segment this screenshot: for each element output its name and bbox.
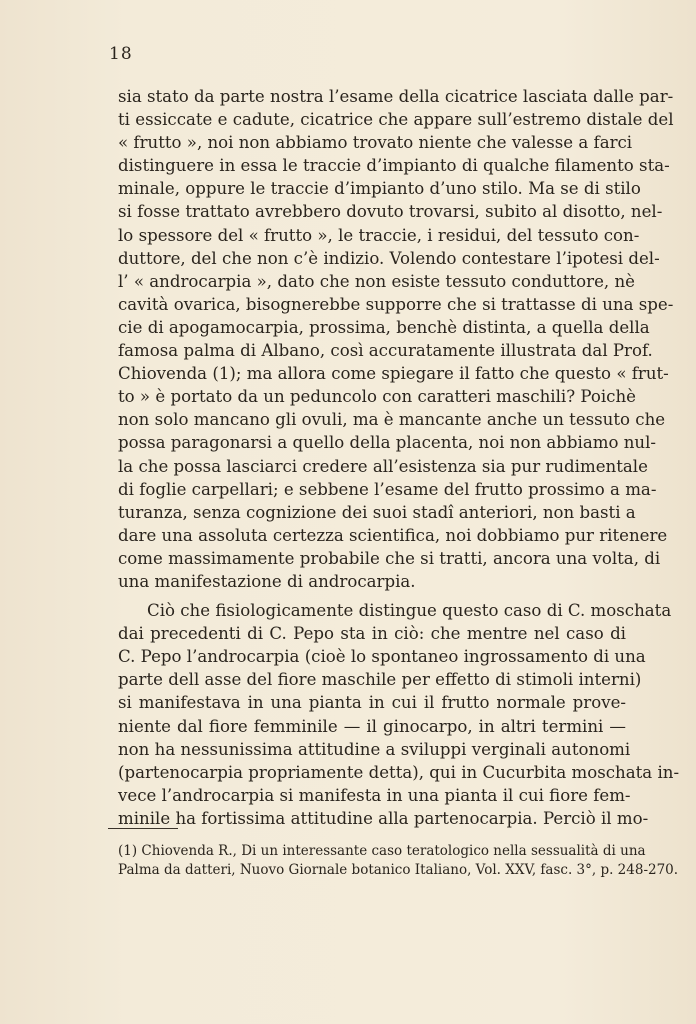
text-line: non ha nessunissima attitudine a sviluppi verginali autonomi bbox=[118, 739, 631, 759]
text-line: niente dal fiore femminile — il ginocarpo, in altri termini — bbox=[118, 716, 626, 736]
text-line: possa paragonarsi a quello della placenta, noi non abbiamo nul- bbox=[118, 433, 657, 453]
text-line: vece l’androcarpia si manifesta in una pianta il cui fiore fem- bbox=[118, 785, 631, 805]
text-line: duttore, del che non c’è indizio. Volendo contestare l’ipotesi del- bbox=[118, 248, 660, 268]
text-line: « frutto », noi non abbiamo trovato niente che valesse a farci bbox=[118, 133, 633, 153]
text-line: come massimamente probabile che si tratti, ancora una volta, di bbox=[118, 548, 661, 568]
text-line: ti essiccate e cadute, cicatrice che appare sull’estremo distale del bbox=[118, 110, 674, 130]
text-line: una manifestazione di androcarpia. bbox=[118, 571, 416, 591]
footnote-line: (1) Chiovenda R., Di un interessante caso teratologico nella sessualità di una bbox=[118, 843, 646, 859]
text-line: distinguere in essa le traccie d’impianto di qualche filamento sta- bbox=[118, 156, 670, 176]
footnote-rule bbox=[108, 828, 178, 829]
text-line: si manifestava in una pianta in cui il frutto normale prove- bbox=[118, 693, 626, 713]
page-number: 18 bbox=[109, 44, 133, 64]
text-line: to » è portato da un peduncolo con caratteri maschili? Poichè bbox=[118, 387, 636, 407]
paragraph-1 bbox=[118, 85, 674, 593]
text-line: lo spessore del « frutto », le traccie, i residui, del tessuto con- bbox=[118, 225, 640, 245]
text-line: di foglie carpellari; e sebbene l’esame del frutto prossimo a ma- bbox=[118, 479, 657, 499]
text-line: dai precedenti di C. Pepo sta in ciò: che mentre nel caso di bbox=[118, 624, 626, 644]
text-line: cavità ovarica, bisognerebbe supporre che si trattasse di una spe- bbox=[118, 294, 674, 314]
text-line: famosa palma di Albano, così accuratamente illustrata dal Prof. bbox=[118, 341, 653, 361]
text-line: sia stato da parte nostra l’esame della cicatrice lasciata dalle par- bbox=[118, 87, 674, 106]
text-line: Ciò che fisiologicamente distingue questo caso di C. moschata bbox=[147, 601, 672, 621]
text-line: parte dell asse del fiore maschile per effetto di stimoli interni) bbox=[118, 670, 642, 690]
text-line: cie di apogamocarpia, prossima, benchè distinta, a quella della bbox=[118, 317, 650, 337]
footnote bbox=[118, 842, 679, 880]
text-line: non solo mancano gli ovuli, ma è mancante anche un tessuto che bbox=[118, 410, 666, 430]
body-text bbox=[118, 85, 680, 830]
text-line: (partenocarpia propriamente detta), qui in Cucurbita moschata in- bbox=[118, 762, 680, 782]
text-line: turanza, senza cognizione dei suoi stadî anteriori, non basti a bbox=[118, 502, 636, 522]
text-line: Chiovenda (1); ma allora come spiegare il fatto che questo « frut- bbox=[118, 364, 669, 384]
text-line: l’ « androcarpia », dato che non esiste tessuto conduttore, nè bbox=[118, 271, 635, 291]
text-line: C. Pepo l’androcarpia (cioè lo spontaneo ingrossamento di una bbox=[118, 647, 646, 667]
text-line: si fosse trattato avrebbero dovuto trovarsi, subito al disotto, nel- bbox=[118, 202, 663, 222]
footnote-line: Palma da datteri, Nuovo Giornale botanico Italiano, Vol. XXV, fasc. 3°, p. 248-270. bbox=[118, 862, 679, 878]
text-line: la che possa lasciarci credere all’esistenza sia pur rudimentale bbox=[118, 456, 648, 476]
text-line: dare una assoluta certezza scientifica, noi dobbiamo pur ritenere bbox=[118, 525, 668, 545]
text-line: minale, oppure le traccie d’impianto d’uno stilo. Ma se di stilo bbox=[118, 179, 641, 199]
text-line: minile ha fortissima attitudine alla partenocarpia. Perciò il mo- bbox=[118, 808, 649, 828]
paragraph-2 bbox=[118, 599, 680, 830]
